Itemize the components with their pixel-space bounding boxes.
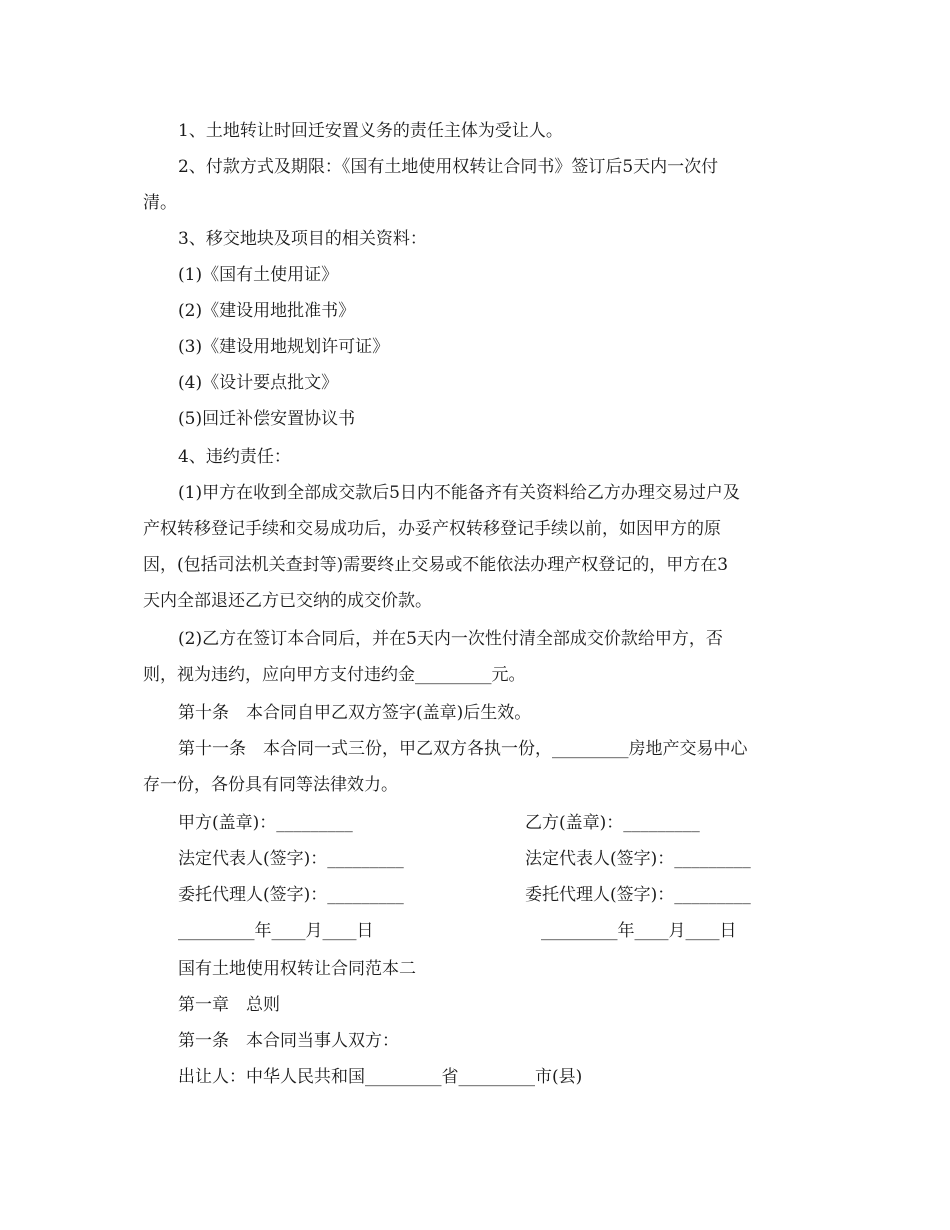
template-title: 国有土地使用权转让合同范本二 [178, 959, 416, 979]
breach-clause-1-line: (1)甲方在收到全部成交款后5日内不能备齐有关资料给乙方办理交易过户及 [178, 483, 740, 503]
party-a-seal: 甲方(盖章)：_________ [178, 813, 353, 833]
clause-item-4: 4、违约责任： [178, 447, 291, 467]
breach-clause-2-line: (2)乙方在签订本合同后，并在5天内一次性付清全部成交价款给甲方，否 [178, 629, 723, 649]
article-1: 第一条 本合同当事人双方： [178, 1031, 399, 1051]
document-list-item: (3)《建设用地规划许可证》 [178, 337, 390, 357]
party-a-date: _________年____月____日 [178, 921, 374, 941]
party-b-legal-rep: 法定代表人(签字)：_________ [525, 849, 751, 869]
clause-item-2-cont: 清。 [143, 193, 177, 213]
party-a-agent: 委托代理人(签字)：_________ [178, 885, 404, 905]
document-list-item: (1)《国有土使用证》 [178, 265, 339, 285]
article-11-cont: 存一份，各份具有同等法律效力。 [143, 775, 398, 795]
clause-item-3: 3、移交地块及项目的相关资料： [178, 229, 427, 249]
document-list-item: (2)《建设用地批准书》 [178, 301, 356, 321]
document-list-item: (5)回迁补偿安置协议书 [178, 409, 356, 429]
document-list-item: (4)《设计要点批文》 [178, 373, 339, 393]
breach-clause-1-line: 天内全部退还乙方已交纳的成交价款。 [143, 591, 432, 611]
transferor-line: 出让人：中华人民共和国_________省_________市(县) [178, 1067, 583, 1087]
party-b-seal: 乙方(盖章)：_________ [525, 813, 700, 833]
party-b-agent: 委托代理人(签字)：_________ [525, 885, 751, 905]
party-b-date: _________年____月____日 [541, 921, 737, 941]
clause-item-2: 2、付款方式及期限：《国有土地使用权转让合同书》签订后5天内一次付 [178, 157, 719, 177]
party-a-legal-rep: 法定代表人(签字)：_________ [178, 849, 404, 869]
breach-clause-1-line: 因，(包括司法机关查封等)需要终止交易或不能依法办理产权登记的，甲方在3 [143, 555, 729, 575]
breach-clause-1-line: 产权转移登记手续和交易成功后，办妥产权转移登记手续以前，如因甲方的原 [143, 519, 721, 539]
breach-clause-2-line: 则，视为违约，应向甲方支付违约金_________元。 [143, 665, 526, 685]
chapter-heading: 第一章 总则 [178, 995, 280, 1015]
article-11: 第十一条 本合同一式三份，甲乙双方各执一份，_________房地产交易中心 [178, 739, 748, 759]
article-10: 第十条 本合同自甲乙双方签字(盖章)后生效。 [178, 703, 532, 723]
clause-item-1: 1、土地转让时回迁安置义务的责任主体为受让人。 [178, 121, 563, 141]
